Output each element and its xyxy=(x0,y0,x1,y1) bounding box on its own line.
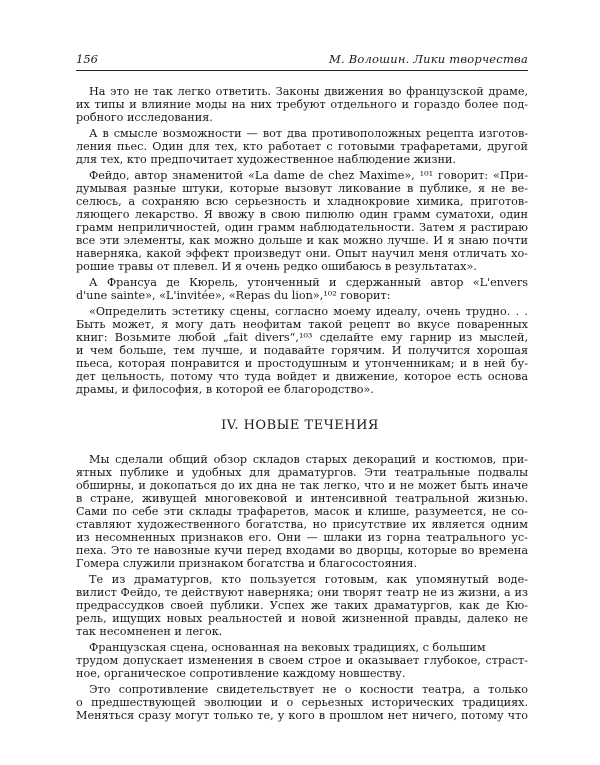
text-line: и чем больше, тем лучше, и подавайте горячим. И получится хорошая xyxy=(76,344,529,357)
header-rule xyxy=(76,70,528,71)
text-line: d'une sainte», «L'invitée», «Repas du lion»,¹⁰² говорит: xyxy=(76,289,391,302)
text-line: думывая разные штуки, которые вызовут ликование в публике, я не ве- xyxy=(76,182,529,195)
text-line: дет цельность, потому что туда войдет и движение, которое есть основа xyxy=(76,370,529,383)
text-line: А Франсуа де Кюрель, утонченный и сдержанный автор «L'envers xyxy=(89,276,529,289)
text-line: Мы сделали общий обзор складов старых декораций и костюмов, при- xyxy=(89,453,528,466)
text-line: книг: Возьмите любой „fait divers“,¹⁰³ сделайте ему гарнир из мыслей, xyxy=(76,331,529,344)
text-line: Фейдо, автор знаменитой «La dame de chez Maxime», ¹⁰¹ говорит: «При- xyxy=(89,169,528,182)
text-line: Те из драматургов, кто пользуется готовым, как упомянутый водe- xyxy=(89,573,528,586)
text-line: селюсь, а сохраняю всю серьезность и хладнокровие химика, приготов- xyxy=(76,195,528,208)
text-line: трудом допускает изменения в своем строе и оказывает глубокое, страст- xyxy=(76,654,529,667)
text-line: рель, ищущих новых реальностей и новой жизненной правды, далеко не xyxy=(76,612,528,625)
text-line: Быть может, я могу дать неофитам такой рецепт во вкусе поваренных xyxy=(76,318,528,331)
text-line: ляющего лекарство. Я ввожу в свою пилюлю один грамм суматохи, один xyxy=(76,208,529,221)
text-line: в стране, живущей многовековой и интенсивной театральной жизнью. xyxy=(76,492,529,505)
text-line: ления пьес. Один для тех, кто работает с готовыми трафаретами, другой xyxy=(76,140,528,153)
text-line: пьеса, которая понравится и простодушным и утонченникам; и в ней бу- xyxy=(76,357,528,370)
section-heading: IV. НОВЫЕ ТЕЧЕНИЯ xyxy=(221,418,379,433)
text-line: рошие травы от плевел. И я очень редко ошибаюсь в результатах». xyxy=(76,260,477,273)
text-line: их типы и влияние моды на них требуют отдельного и гораздо более под- xyxy=(76,98,529,111)
text-line: Французская сцена, основанная на вековых традициях, с большим xyxy=(89,641,486,654)
text-line: пеха. Это те навозные кучи перед входами во дворцы, которые во времена xyxy=(76,544,528,557)
text-line: наверняка, какой эффект произведут они. Опыт научил меня отличать хо- xyxy=(76,247,528,260)
text-line: «Определить эстетику сцены, согласно моему идеалу, очень трудно. . . xyxy=(89,305,528,318)
running-header xyxy=(76,52,528,70)
text-line: драмы, и философия, в которой ее благородство». xyxy=(76,383,374,396)
page-number: 156 xyxy=(76,52,98,66)
text-line: для тех, кто предпочитает художественное наблюдение жизни. xyxy=(76,153,456,166)
text-line: Сами по себе эти склады трафаретов, масок и клише, разумеется, не со- xyxy=(76,505,528,518)
text-line: Это сопротивление свидетельствует не о косности театра, а только xyxy=(89,683,529,696)
text-line: робного исследования. xyxy=(76,111,213,124)
text-line: ставляют художественного богатства, но присутствие их является одним xyxy=(76,518,528,531)
text-line: предрассудков своей публики. Успех же таких драматургов, как де Кю- xyxy=(76,599,528,612)
text-line: грамм неприличностей, один грамм наблюдательности. Затем я растираю xyxy=(76,221,528,234)
text-line: Гомера служили признаком богатства и благосостояния. xyxy=(76,557,418,570)
text-line: ное, органическое сопротивление каждому новшеству. xyxy=(76,667,406,680)
running-title: М. Волошин. Лики творчества xyxy=(329,52,528,66)
text-line: все эти элементы, как можно дольше и как можно лучше. И я знаю почти xyxy=(76,234,528,247)
text-line: о предшествующей эволюции и о серьезных исторических традициях. xyxy=(76,696,529,709)
text-line: так несомненен и легок. xyxy=(76,625,223,638)
text-line: ятных публике и удобных для драматургов. Эти театральные подвалы xyxy=(76,466,529,479)
text-line: Меняться сразу могут только те, у кого в прошлом нет ничего, потому что xyxy=(76,709,528,722)
text-line: из несомненных признаков его. Они — шлаки из горна театрального ус- xyxy=(76,531,528,544)
text-line: обширны, и докопаться до их дна не так легко, что и не может быть иначе xyxy=(76,479,529,492)
text-line: На это не так легко ответить. Законы движения во французской драме, xyxy=(89,85,529,98)
text-line: вилист Фейдо, те действуют наверняка; они творят театр не из жизни, а из xyxy=(76,586,528,599)
text-line: А в смысле возможности — вот два противоположных рецепта изготов- xyxy=(89,127,529,140)
